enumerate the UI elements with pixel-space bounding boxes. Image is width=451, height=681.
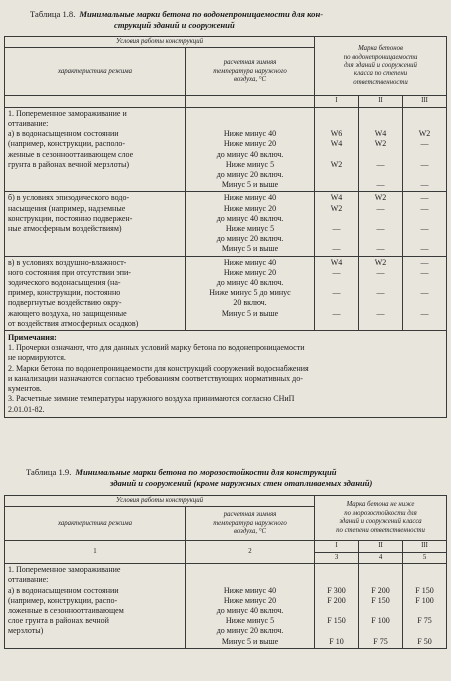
grade-class-3-cell-line: — [420, 288, 429, 298]
condition-description-line: от воздействия атмосферных осадков) [8, 318, 139, 328]
grade-class-2-cell-line [362, 170, 399, 180]
condition-description [5, 564, 186, 649]
grade-class-1-cell-line [318, 278, 355, 288]
grade-class-1-cell-line [318, 214, 355, 224]
table-number: Таблица 1.8. [30, 9, 76, 19]
grade-class-2-cell-line: — [376, 308, 385, 318]
grade-class-1-cell [315, 256, 359, 330]
header-col-number: 5 [403, 552, 447, 563]
header-class-2: II [359, 96, 403, 107]
condition-description-line: слое грунта в районах вечной [8, 616, 109, 626]
grade-class-2-cell-line: — [376, 288, 385, 298]
temperature-cell-line: 20 включ. [233, 298, 267, 308]
condition-description-line: зодического водонасыщения (на- [8, 278, 121, 288]
header-conditions: Условия работы конструкций [5, 37, 315, 48]
temperature-cell-line: до минус 20 включ. [216, 626, 284, 636]
grade-class-1-cell-line [318, 234, 355, 244]
caption-text: Минимальные марки бетона по водонепроницаемости для кон- [79, 9, 324, 19]
header-class-3: III [403, 541, 447, 552]
condition-description-line: б) в условиях эпизодического водо- [8, 193, 130, 203]
grade-class-2-cell-line: W2 [374, 257, 387, 267]
table-row [5, 564, 447, 649]
grade-class-3-cell-line [406, 278, 443, 288]
grade-class-2-cell-line [362, 214, 399, 224]
grade-class-3-cell-line [406, 565, 443, 575]
temperature-cell-line: до минус 40 включ. [216, 213, 284, 223]
header-grade-line: зданий и сооружений класса [339, 518, 422, 526]
temperature-cell-line: Ниже минус 5 [225, 224, 275, 234]
grade-class-3-cell-line: — [420, 257, 429, 267]
notes-block [5, 331, 447, 418]
condition-description-line: конструкции, постоянно подвержен- [8, 213, 133, 223]
grade-class-1-cell-line: — [332, 267, 341, 277]
temperature-cell-line [189, 565, 311, 575]
grade-class-1-cell-line [318, 626, 355, 636]
temperature-cell-line: до минус 20 включ. [216, 234, 284, 244]
grade-class-1-cell-line: W2 [330, 203, 343, 213]
temperature-cell-line: Ниже минус 20 [223, 139, 277, 149]
grade-class-1-cell-line: F 200 [327, 595, 346, 605]
grade-class-3-cell-line [406, 150, 443, 160]
grade-class-3-cell-line [406, 298, 443, 308]
header-col-number: 3 [315, 552, 359, 563]
grade-class-3-cell-line [406, 575, 443, 585]
grade-class-2-cell-line [362, 575, 399, 585]
grade-class-2-cell-line: F 75 [373, 636, 388, 646]
condition-description-line: оттаивание: [8, 119, 49, 129]
header-grade [315, 37, 447, 96]
header-grade-line: по водонепроницаемости [343, 53, 418, 61]
condition-description-line: оттаивание: [8, 575, 49, 585]
grade-class-3-cell-line: F 150 [415, 585, 434, 595]
grade-class-2-cell [359, 256, 403, 330]
header-blank [186, 96, 315, 107]
temperature-cell-line: Ниже минус 40 [223, 129, 277, 139]
grade-class-3-cell-line: — [420, 308, 429, 318]
temperature-cell-line: Минус 5 и выше [221, 308, 279, 318]
grade-class-2-cell-line: F 150 [371, 595, 390, 605]
condition-description-line: пример, конструкции, постоянно [8, 288, 121, 298]
header-conditions: Условия работы конструкций [5, 496, 315, 507]
grade-class-3-cell [403, 256, 447, 330]
grade-class-1-cell-line: W4 [330, 139, 343, 149]
grade-class-2-cell-line: W2 [374, 193, 387, 203]
header-col-number: 2 [186, 541, 315, 564]
temperature-cell-line: до минус 20 включ. [216, 170, 284, 180]
grade-class-1-cell [315, 192, 359, 256]
table-row [5, 107, 447, 192]
grade-class-3-cell-line [406, 109, 443, 119]
grade-class-3-cell-line: — [420, 139, 429, 149]
grade-class-2-cell-line [362, 150, 399, 160]
grade-class-3-cell-line: — [420, 180, 429, 190]
temperature-cell [186, 256, 315, 330]
grade-class-3-cell-line: — [420, 159, 429, 169]
grade-class-2-cell-line: — [376, 159, 385, 169]
grade-class-3-cell [403, 564, 447, 649]
grade-class-1-cell-line: W4 [330, 193, 343, 203]
grade-class-1-cell-line: F 150 [327, 616, 346, 626]
condition-description-line: (например, конструкции, располо- [8, 139, 126, 149]
grade-class-2-cell-line: — [376, 244, 385, 254]
temperature-cell-line: Минус 5 и выше [221, 636, 279, 646]
grade-class-3-cell-line [406, 606, 443, 616]
temperature-cell-line: Ниже минус 40 [223, 193, 277, 203]
table-1-8-caption [30, 9, 440, 30]
note-line: кументов. [8, 384, 42, 394]
grade-class-2-cell [359, 107, 403, 192]
condition-description-line: 1. Попеременное замораживание [8, 565, 121, 575]
temperature-cell-line: Ниже минус 5 [225, 616, 275, 626]
grade-class-2-cell-line [362, 626, 399, 636]
grade-class-2-cell-line: F 100 [371, 616, 390, 626]
header-class-2: II [359, 541, 403, 552]
grade-class-3-cell-line: — [420, 193, 429, 203]
grade-class-1-cell-line: W6 [330, 129, 343, 139]
grade-class-1-cell-line [318, 180, 355, 190]
header-temp [186, 48, 315, 96]
condition-description-line: мерзлоты) [8, 626, 44, 636]
header-col-number: 1 [5, 541, 186, 564]
header-class-3: III [403, 96, 447, 107]
grade-class-3-cell-line: — [420, 244, 429, 254]
note-line: и канализации назначаются согласно требованиям соответствующих нормативных до- [8, 373, 303, 383]
header-temp-line: температура наружного [213, 519, 287, 527]
condition-description-line: ложенные в сезоннооттаивающем [8, 606, 124, 616]
grade-class-1-cell-line: F 300 [327, 585, 346, 595]
grade-class-2-cell-line: W2 [374, 139, 387, 149]
grade-class-1-cell-line [318, 109, 355, 119]
condition-description-line: а) в водонасыщенном состоянии [8, 585, 119, 595]
grade-class-2-cell-line: F 200 [371, 585, 390, 595]
condition-description-line: в) в условиях воздушно-влажност- [8, 257, 127, 267]
table-1-9 [4, 495, 447, 649]
condition-description-line: ные атмосферным воздействиям) [8, 224, 122, 234]
temperature-cell-line: Ниже минус 20 [223, 203, 277, 213]
table-row [5, 192, 447, 256]
grade-class-2-cell [359, 564, 403, 649]
header-mode: характеристика режима [5, 507, 186, 541]
grade-class-3-cell [403, 192, 447, 256]
condition-description-line: подвергнутые воздействию окру- [8, 298, 122, 308]
grade-class-1-cell-line [318, 565, 355, 575]
note-line: 1. Прочерки означают, что для данных условий марку бетона по водонепроницаемости [8, 343, 305, 353]
temperature-cell-line: Ниже минус 40 [223, 257, 277, 267]
grade-class-3-cell-line: — [420, 224, 429, 234]
grade-class-2-cell-line [362, 234, 399, 244]
temperature-cell-line: Минус 5 и выше [221, 244, 279, 254]
header-grade-line: для зданий и сооружений [344, 62, 417, 69]
temperature-cell-line: Ниже минус 20 [223, 595, 277, 605]
condition-description-line: ного состояния при отсутствии эпи- [8, 267, 131, 277]
grade-class-1-cell-line: W4 [330, 257, 343, 267]
caption-text: струкций зданий и сооружений [114, 19, 235, 30]
temperature-cell [186, 192, 315, 256]
condition-description [5, 107, 186, 192]
grade-class-3-cell-line [406, 626, 443, 636]
grade-class-1-cell-line [318, 170, 355, 180]
grade-class-3-cell-line: F 100 [415, 595, 434, 605]
temperature-cell-line: до минус 40 включ. [216, 278, 284, 288]
grade-class-1-cell-line: — [332, 288, 341, 298]
grade-class-2-cell-line [362, 565, 399, 575]
header-grade-line: класса по степени [353, 70, 408, 78]
grade-class-1-cell-line [318, 298, 355, 308]
grade-class-2-cell-line [362, 606, 399, 616]
grade-class-3-cell-line: F 50 [417, 636, 432, 646]
grade-class-3-cell-line [406, 214, 443, 224]
note-line: 3. Расчетные зимние температуры наружного воздуха принимаются согласно СНиП [8, 394, 295, 404]
header-grade-line: Марка бетонов [358, 45, 403, 53]
temperature-cell-line: Ниже минус 40 [223, 585, 277, 595]
header-temp-line: температура наружного [213, 67, 287, 75]
grade-class-3-cell-line [406, 170, 443, 180]
temperature-cell-line: Ниже минус 5 до минус [209, 288, 291, 298]
note-line: 2.01.01-82. [8, 404, 45, 414]
grade-class-2-cell-line: — [376, 180, 385, 190]
header-grade-line: по морозостойкости для [344, 509, 417, 517]
grade-class-3-cell [403, 107, 447, 192]
temperature-cell-line [189, 109, 311, 119]
header-grade [315, 496, 447, 541]
temperature-cell-line: Минус 5 и выше [221, 180, 279, 190]
temperature-cell-line [189, 119, 311, 129]
header-temp-line: расчетная зимняя [223, 511, 277, 519]
header-grade-line: по степени ответственности [336, 526, 425, 534]
table-row [5, 256, 447, 330]
condition-description-line: 1. Попеременное замораживание и [8, 108, 127, 118]
grade-class-3-cell-line: W2 [418, 129, 431, 139]
grade-class-1-cell-line [318, 606, 355, 616]
table-1-9-caption [26, 467, 446, 488]
grade-class-2-cell-line: — [376, 224, 385, 234]
table-1-8 [4, 36, 447, 418]
temperature-cell [186, 564, 315, 649]
condition-description [5, 256, 186, 330]
header-temp-line: воздуха, °С [234, 528, 266, 536]
grade-class-1-cell [315, 564, 359, 649]
temperature-cell-line: Ниже минус 5 [225, 159, 275, 169]
grade-class-3-cell-line: F 75 [417, 616, 432, 626]
header-temp-line: расчетная зимняя [223, 59, 277, 67]
grade-class-2-cell-line [362, 278, 399, 288]
header-class-1: I [315, 96, 359, 107]
grade-class-2-cell-line [362, 109, 399, 119]
grade-class-1-cell-line [318, 119, 355, 129]
note-line: 2. Марки бетона по водонепроницаемости для конструкций сооружений водоснабжения [8, 363, 309, 373]
caption-text: Минимальные марки бетона по морозостойкости для конструкций [75, 467, 337, 477]
grade-class-1-cell-line: — [332, 308, 341, 318]
grade-class-1-cell-line [318, 575, 355, 585]
grade-class-2-cell-line: W4 [374, 129, 387, 139]
header-class-1: I [315, 541, 359, 552]
grade-class-2-cell-line: — [376, 203, 385, 213]
grade-class-1-cell-line: W2 [330, 159, 343, 169]
grade-class-1-cell-line: — [332, 244, 341, 254]
header-temp-line: воздуха, °С [234, 76, 266, 84]
grade-class-2-cell [359, 192, 403, 256]
condition-description-line: женные в сезоннооттаивающем слое [8, 149, 134, 159]
header-grade-line: Марка бетона не ниже [346, 501, 415, 509]
temperature-cell-line: Ниже минус 20 [223, 267, 277, 277]
condition-description [5, 192, 186, 256]
grade-class-3-cell-line [406, 234, 443, 244]
table-number: Таблица 1.9. [26, 467, 72, 477]
header-col-number: 4 [359, 552, 403, 563]
grade-class-2-cell-line: — [376, 267, 385, 277]
header-mode: характеристика режима [5, 48, 186, 96]
condition-description-line: жающего воздуха, но защищенные [8, 308, 127, 318]
grade-class-2-cell-line [362, 298, 399, 308]
temperature-cell [186, 107, 315, 192]
note-line: не нормируются. [8, 353, 66, 363]
header-temp [186, 507, 315, 541]
temperature-cell-line: до минус 40 включ. [216, 149, 284, 159]
grade-class-2-cell-line [362, 119, 399, 129]
grade-class-1-cell-line: F 10 [329, 636, 344, 646]
temperature-cell-line [189, 575, 311, 585]
header-grade-line: ответственности [353, 78, 408, 86]
condition-description-line: а) в водонасыщенном состоянии [8, 129, 119, 139]
grade-class-1-cell-line [318, 150, 355, 160]
grade-class-3-cell-line: — [420, 267, 429, 277]
condition-description-line: (например, конструкции, распо- [8, 595, 118, 605]
notes-title: Примечания: [8, 333, 57, 343]
condition-description-line: грунта в районах вечной мерзлоты) [8, 159, 130, 169]
condition-description-line: насыщения (например, надземные [8, 203, 126, 213]
grade-class-1-cell-line: — [332, 224, 341, 234]
caption-text: зданий и сооружений (кроме наружных стен отапливаемых зданий) [110, 477, 373, 488]
temperature-cell-line: до минус 40 включ. [216, 606, 284, 616]
grade-class-3-cell-line: — [420, 203, 429, 213]
grade-class-3-cell-line [406, 119, 443, 129]
header-blank [5, 96, 186, 107]
grade-class-1-cell [315, 107, 359, 192]
